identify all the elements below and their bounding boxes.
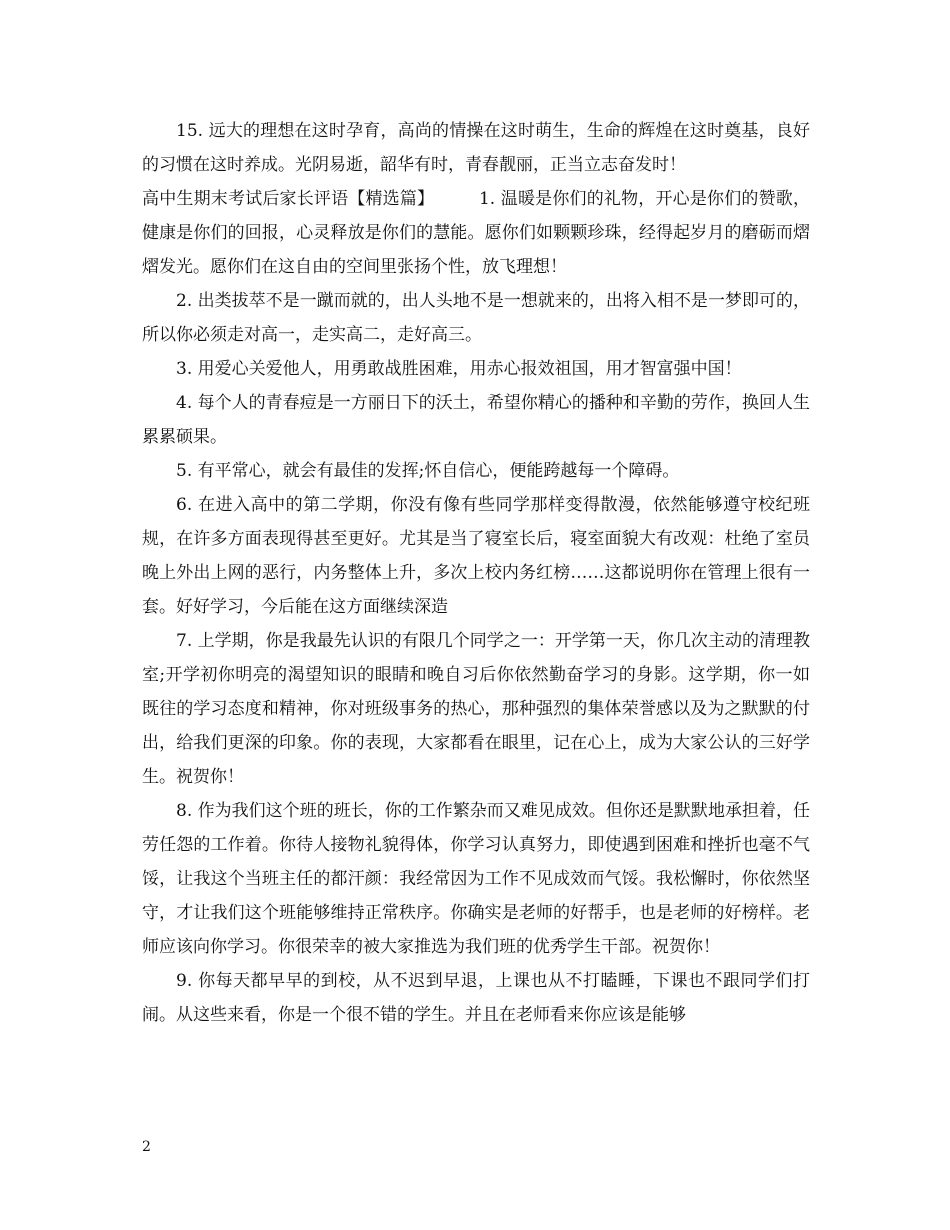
paragraph-7: 7. 上学期，你是我最先认识的有限几个同学之一：开学第一天，你几次主动的清理教室;开学初你明亮的渴望知识的眼睛和晚自习后你依然勤奋学习的身影。这学期，你一如既往的学习态度和精神，你对班级事务的热心，那种强烈的集体荣誉感以及为之默默的付出，给我们更深的印象。你的表现，大家都看在眼里，记在心上，成为大家公认的三好学生。祝贺你！ [142,631,810,787]
paragraph-9: 9. 你每天都早早的到校，从不迟到早退，上课也从不打瞌睡，下课也不跟同学们打闹。从这些来看，你是一个很不错的学生。并且在老师看来你应该是能够 [142,971,810,1025]
paragraph-15: 15. 远大的理想在这时孕育，高尚的情操在这时萌生，生命的辉煌在这时奠基，良好的习惯在这时养成。光阴易逝，韶华有时，青春靓丽，正当立志奋发时！ [142,121,810,175]
paragraph-5: 5. 有平常心，就会有最佳的发挥;怀自信心，便能跨越每一个障碍。 [176,461,680,481]
paragraph-6: 6. 在进入高中的第二学期，你没有像有些同学那样变得散漫，依然能够遵守校纪班规，在许多方面表现得甚至更好。尤其是当了寝室长后，寝室面貌大有改观：杜绝了室员晚上外出上网的恶行，内务整体上升，多次上校内务红榜……这都说明你在管理上很有一套。好好学习，今后能在这方面继续深造 [142,495,810,617]
paragraph-2: 2. 出类拔萃不是一蹴而就的，出人头地不是一想就来的，出将入相不是一梦即可的，所以你必须走对高一，走实高二，走好高三。 [142,291,810,345]
paragraph-4: 4. 每个人的青春痘是一方丽日下的沃土，希望你精心的播种和辛勤的劳作，换回人生累累硕果。 [142,393,810,447]
section-heading-paragraph: 高中生期末考试后家长评语【精选篇】 1. 温暖是你们的礼物，开心是你们的赞歌，健康是你们的回报，心灵释放是你们的慧能。愿你们如颗颗珍珠，经得起岁月的磨砺而熠熠发光。愿你们在这自由的空间里张扬个性，放飞理想！ [142,189,810,277]
document-body [142,114,810,1032]
paragraph-3: 3. 用爱心关爱他人，用勇敢战胜困难，用赤心报效祖国，用才智富强中国！ [176,359,742,379]
paragraph-8: 8. 作为我们这个班的班长，你的工作繁杂而又难见成效。但你还是默默地承担着，任劳任怨的工作着。你待人接物礼貌得体，你学习认真努力，即使遇到困难和挫折也毫不气馁，让我这个当班主任的都汗颜：我经常因为工作不见成效而气馁。我松懈时，你依然坚守，才让我们这个班能够维持正常秩序。你确实是老师的好帮手，也是老师的好榜样。老师应该向你学习。你很荣幸的被大家推选为我们班的优秀学生干部。祝贺你！ [142,801,810,957]
page-number: 2 [142,1139,151,1155]
